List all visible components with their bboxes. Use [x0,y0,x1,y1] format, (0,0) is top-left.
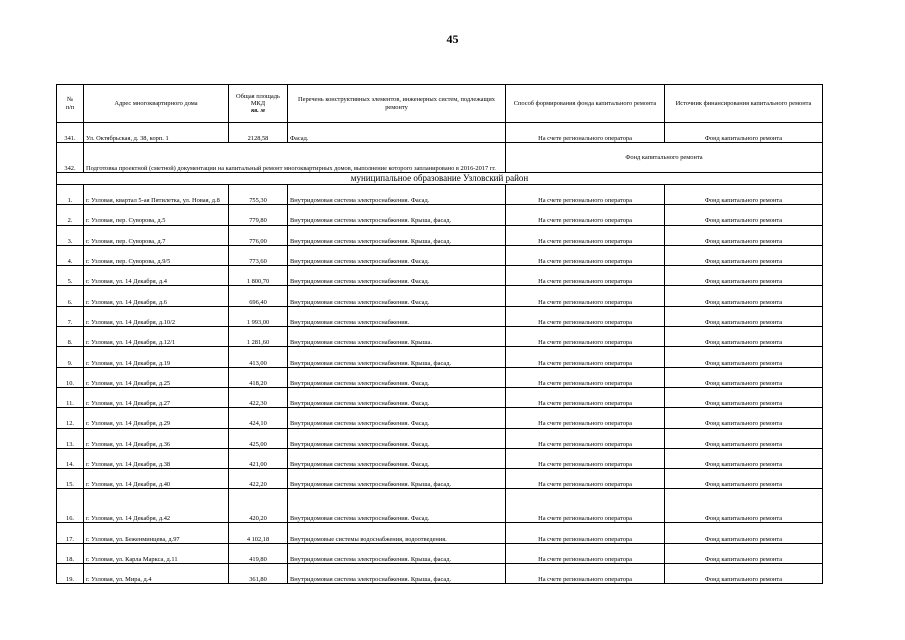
row-method: На счете регионального оператора [506,306,665,326]
row-address: г. Узловая, квартал 5-ая Пятилетка, ул. Новая, д.8 [84,185,229,205]
row-source: Фонд капитального ремонта [665,564,823,584]
row-elements: Внутридомовая система электроснабжения. Фасад. [288,245,506,265]
row-elements: Внутридомовая система электроснабжения. Крыша, фасад. [288,564,506,584]
row-source: Фонд капитального ремонта [665,408,823,428]
header-address: Адрес многоквартирного дома [84,85,229,123]
row-source: Фонд капитального ремонта [665,225,823,245]
row-method: На счете регионального оператора [506,266,665,286]
table-row [57,306,823,326]
row-address: г. Узловая, ул. 14 Декабря, д.29 [84,408,229,428]
table-row [57,564,823,584]
row-area: 776,00 [229,225,288,245]
row-source: Фонд капитального ремонта [665,523,823,543]
table-row [57,347,823,367]
row-num: 342. [57,143,84,173]
row-num: 19. [57,564,84,584]
row-method: На счете регионального оператора [506,387,665,407]
repair-program-table [56,84,823,584]
row-area: 755,30 [229,185,288,205]
row-address: г. Узловая, ул. Карла Маркса, д.11 [84,543,229,563]
row-num: 3. [57,225,84,245]
header-source: Источник финансирования капитального ремонта [665,85,823,123]
row-method: На счете регионального оператора [506,448,665,468]
row-num: 14. [57,448,84,468]
row-area: 1 993,00 [229,306,288,326]
table-row [57,448,823,468]
row-method: На счете регионального оператора [506,286,665,306]
row-address: г. Узловая, пер. Суворова, д.9/5 [84,245,229,265]
row-source: Фонд капитального ремонта [665,428,823,448]
row-method: На счете регионального оператора [506,327,665,347]
row-address: г. Узловая, ул. Мира, д.4 [84,564,229,584]
row-address: г. Узловая, ул. 14 Декабря, д.12/1 [84,327,229,347]
row-address: г. Узловая, ул. 14 Декабря, д.27 [84,387,229,407]
row-area: 361,80 [229,564,288,584]
row-address: г. Узловая, ул. 14 Декабря, д.25 [84,367,229,387]
row-address: г. Узловая, ул. 14 Декабря, д.36 [84,428,229,448]
row-num: 4. [57,245,84,265]
row-source: Фонд капитального ремонта [665,245,823,265]
row-method: На счете регионального оператора [506,245,665,265]
table-row [57,286,823,306]
row-area: 419,80 [229,543,288,563]
row-source: Фонд капитального ремонта [665,367,823,387]
row-address: г. Узловая, ул. 14 Декабря, д.42 [84,489,229,523]
row-area: 425,00 [229,428,288,448]
row-elements: Внутридомовая система электроснабжения. Фасад. [288,185,506,205]
header-num: № п/п [57,85,84,123]
table-row [57,523,823,543]
row-source: Фонд капитального ремонта [665,347,823,367]
row-elements: Внутридомовые системы водоснабжения, водоотведения. [288,523,506,543]
row-method: На счете регионального оператора [506,564,665,584]
row-address: г. Узловая, ул. 14 Декабря, д.6 [84,286,229,306]
table-header-row [57,85,823,123]
row-source: Фонд капитального ремонта [665,266,823,286]
row-source: Фонд капитального ремонта [665,306,823,326]
row-num: 1. [57,185,84,205]
row-area: 424,10 [229,408,288,428]
row-num: 11. [57,387,84,407]
section-title: муниципальное образование Узловский район [57,173,823,185]
row-num: 10. [57,367,84,387]
row-method: На счете регионального оператора [506,347,665,367]
row-method: На счете регионального оператора [506,123,665,143]
row-method: На счете регионального оператора [506,543,665,563]
row-method: На счете регионального оператора [506,428,665,448]
row-elements: Внутридомовая система электроснабжения. Фасад. [288,367,506,387]
row-source: Фонд капитального ремонта [665,185,823,205]
page-number: 45 [446,32,459,46]
row-area: 422,30 [229,387,288,407]
row-source: Фонд капитального ремонта [665,469,823,489]
row-elements: Внутридомовая система электроснабжения. Фасад. [288,286,506,306]
row-area: 1 800,70 [229,266,288,286]
table-row [57,408,823,428]
row-num: 17. [57,523,84,543]
row-address: г. Узловая, ул. 14 Декабря, д.19 [84,347,229,367]
header-area-label: Общая площадь МКД [236,92,280,107]
table-row [57,387,823,407]
row-source: Фонд капитального ремонта [506,143,823,173]
row-method: На счете регионального оператора [506,469,665,489]
row-address: г. Узловая, ул. 14 Декабря, д.4 [84,266,229,286]
row-elements: Внутридомовая система электроснабжения. Крыша, фасад. [288,225,506,245]
row-address: г. Узловая, ул. 14 Декабря, д.40 [84,469,229,489]
row-area: 2128,58 [229,123,288,143]
row-method: На счете регионального оператора [506,367,665,387]
row-area: 696,40 [229,286,288,306]
row-address: г. Узловая, ул. 14 Декабря, д.10/2 [84,306,229,326]
row-elements: Внутридомовая система электроснабжения. Фасад. [288,428,506,448]
row-elements: Внутридомовая система электроснабжения. Фасад. [288,266,506,286]
row-source: Фонд капитального ремонта [665,448,823,468]
row-area: 4 102,18 [229,523,288,543]
row-method: На счете регионального оператора [506,205,665,225]
row-elements: Внутридомовая система электроснабжения. Фасад. [288,408,506,428]
table-row-341 [57,123,823,143]
table-row [57,543,823,563]
row-area: 420,20 [229,489,288,523]
row-elements: Внутридомовая система электроснабжения. Крыша, фасад. [288,347,506,367]
table-row [57,469,823,489]
row-description: Подготовка проектной (сметной) документации на капитальный ремонт многоквартирных домов, выполнение которого запланировано в 2016-2017 гг. [84,143,506,173]
row-num: 16. [57,489,84,523]
row-method: На счете регионального оператора [506,489,665,523]
table-row [57,266,823,286]
row-source: Фонд капитального ремонта [665,286,823,306]
row-elements: Внутридомовая система электроснабжения. Крыша, фасад. [288,543,506,563]
row-num: 341. [57,123,84,143]
header-area-units: кв. м [251,107,265,115]
row-elements: Внутридомовая система электроснабжения. Фасад. [288,489,506,523]
table-row [57,327,823,347]
row-source: Фонд капитального ремонта [665,489,823,523]
row-elements: Внутридомовая система электроснабжения. [288,306,506,326]
row-area: 779,80 [229,205,288,225]
row-area: 422,20 [229,469,288,489]
row-num: 8. [57,327,84,347]
row-elements: Внутридомовая система электроснабжения. Крыша, фасад. [288,469,506,489]
row-num: 18. [57,543,84,563]
row-source: Фонд капитального ремонта [665,205,823,225]
row-address: г. Узловая, пер. Суворова, д.5 [84,205,229,225]
header-method: Способ формирования фонда капитального ремонта [506,85,665,123]
row-elements: Внутридомовая система электроснабжения. Крыша, фасад. [288,205,506,225]
row-num: 5. [57,266,84,286]
row-elements: Внутридомовая система электроснабжения. Фасад. [288,387,506,407]
table-row [57,185,823,205]
row-source: Фонд капитального ремонта [665,123,823,143]
row-num: 9. [57,347,84,367]
row-area: 1 281,60 [229,327,288,347]
row-source: Фонд капитального ремонта [665,327,823,347]
row-area: 413,00 [229,347,288,367]
table-row [57,367,823,387]
table-row [57,225,823,245]
row-elements: Внутридомовая система электроснабжения. Крыша. [288,327,506,347]
row-num: 2. [57,205,84,225]
row-method: На счете регионального оператора [506,185,665,205]
row-address: Ул. Октябрьская, д. 38, корп. 1 [84,123,229,143]
row-elements: Фасад. [288,123,506,143]
row-num: 7. [57,306,84,326]
row-address: г. Узловая, ул. Беженминцева, д.97 [84,523,229,543]
section-header-row [57,173,823,185]
table-row [57,245,823,265]
header-area [229,85,288,123]
row-area: 421,00 [229,448,288,468]
row-method: На счете регионального оператора [506,408,665,428]
row-address: г. Узловая, ул. 14 Декабря, д.38 [84,448,229,468]
table-row [57,428,823,448]
row-method: На счете регионального оператора [506,225,665,245]
row-num: 6. [57,286,84,306]
row-method: На счете регионального оператора [506,523,665,543]
table-row [57,205,823,225]
header-elements: Перечень конструктивных элементов, инженерных систем, подлежащих ремонту [288,85,506,123]
row-area: 418,20 [229,367,288,387]
row-num: 12. [57,408,84,428]
row-elements: Внутридомовая система электроснабжения. Фасад. [288,448,506,468]
row-num: 15. [57,469,84,489]
row-source: Фонд капитального ремонта [665,543,823,563]
row-num: 13. [57,428,84,448]
row-address: г. Узловая, пер. Суворова, д.7 [84,225,229,245]
table-row [57,489,823,523]
table-row-342 [57,143,823,173]
row-source: Фонд капитального ремонта [665,387,823,407]
row-area: 773,60 [229,245,288,265]
